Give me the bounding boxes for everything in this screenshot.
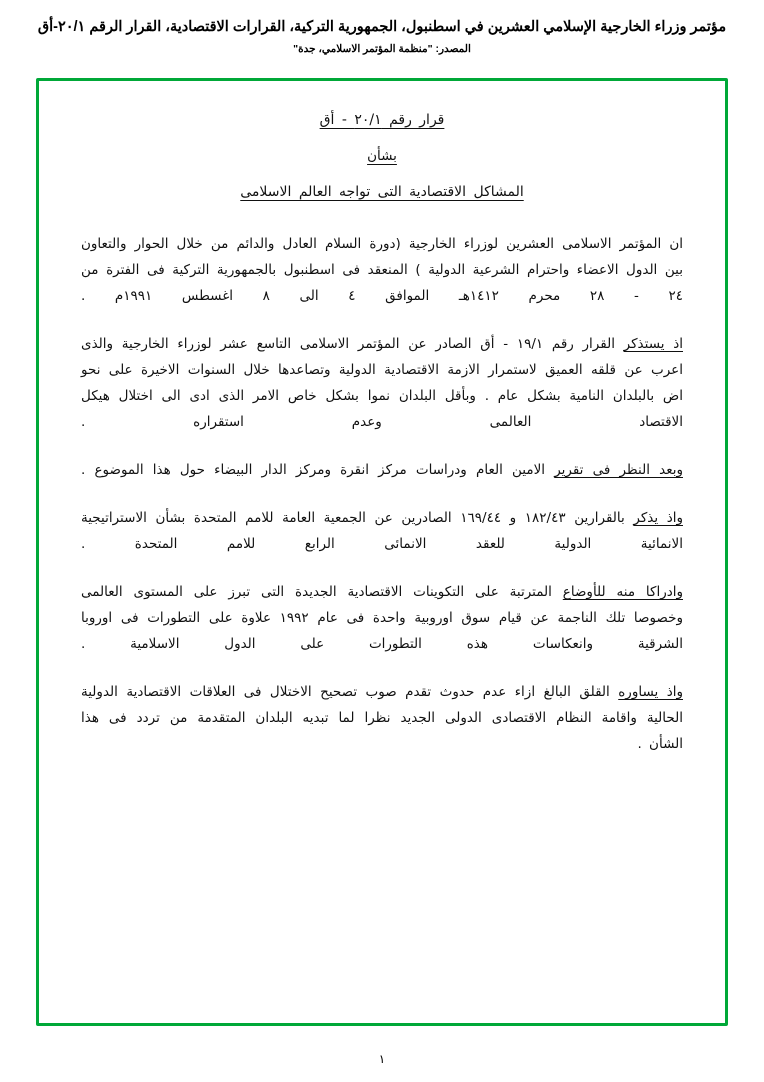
paragraph-lead: واذ يساوره [618,684,683,700]
resolution-number: قرار رقم ٢٠/١ - أق [319,112,445,128]
source-line: المصدر: "منظمة المؤتمر الاسلامي، جدة" [293,42,471,55]
paragraph [81,505,683,557]
paragraph-lead: واذ يذكر [633,510,683,526]
paragraph-text: المترتبة على التكوينات الاقتصادية الجديدة التى تبرز على المستوى العالمى وخصوصا تلك الناجمة عن قيام سوق اوروبية واحدة فى عام ١٩٩٢ علاوة على التطورات فى اوروبا الشرقية وانعكاسات هذه التطورات على الدول الاسلامية . [81,584,683,652]
document-body [39,81,725,777]
paragraph [81,457,683,483]
page-footer [0,1052,764,1066]
paragraph [81,679,683,757]
paragraph [81,579,683,657]
resolution-subject: المشاكل الاقتصادية التى تواجه العالم الاسلامى [240,184,524,200]
paragraph-text: ان المؤتمر الاسلامى العشرين لوزراء الخارجية (دورة السلام العادل والدائم من خلال الحوار والتعاون بين الدول الاعضاء واحترام الشرعية الدولية ) المنعقد فى اسطنبول بالجمهورية التركية فى الفترة من ٢٤ - ٢٨ محرم ١٤١٢هـ الموافق ٤ الى ٨ اغسطس ١٩٩١م . [81,236,683,304]
paragraph-lead: وادراكا منه للأوضاع [562,584,683,600]
paragraph [81,231,683,309]
page-header [0,0,764,55]
paragraph-text: القرار رقم ١٩/١ - أق الصادر عن المؤتمر الاسلامى التاسع عشر لوزراء الخارجية والذى اعرب عن قلقه العميق لاستمرار الازمة الاقتصادية الدولية وتصاعدها خلال السنوات الاخيرة على نحو اض بالبلدان النامية بشكل عام . وبأقل البلدان نموا بشكل خاص الامر الذى ادى الى اختلال هيكل الاقتصاد العالمى وعدم استقراره . [81,336,683,430]
paragraph-text: الامين العام ودراسات مركز انقرة ومركز الدار البيضاء حول هذا الموضوع . [81,462,555,478]
paragraph-text: القلق البالغ ازاء عدم حدوث تقدم صوب تصحيح الاختلال فى العلاقات الاقتصادية الدولية الحالية واقامة النظام الاقتصادى الدولى الجديد نظرا لما تبديه البلدان المتقدمة من تردد فى هذا الشأن . [81,684,683,752]
document-frame [36,78,728,1026]
paragraph-lead: وبعد النظر فى تقرير [554,462,683,478]
resolution-about-label: بشأن [367,148,397,164]
paragraph-text: بالقرارين ١٨٢/٤٣ و ١٦٩/٤٤ الصادرين عن الجمعية العامة للامم المتحدة بشأن الاستراتيجية الانمائية الدولية للعقد الانمائى الرابع للامم المتحدة . [81,510,683,552]
paragraph-lead: اذ يستذكر [623,336,683,352]
page-title: مؤتمر وزراء الخارجية الإسلامي العشرين في اسطنبول، الجمهورية التركية، القرارات الاقتصادية، القرار الرقم ٢٠/١-أق [37,19,727,35]
paragraph [81,331,683,435]
page-number: ١ [378,1052,386,1066]
